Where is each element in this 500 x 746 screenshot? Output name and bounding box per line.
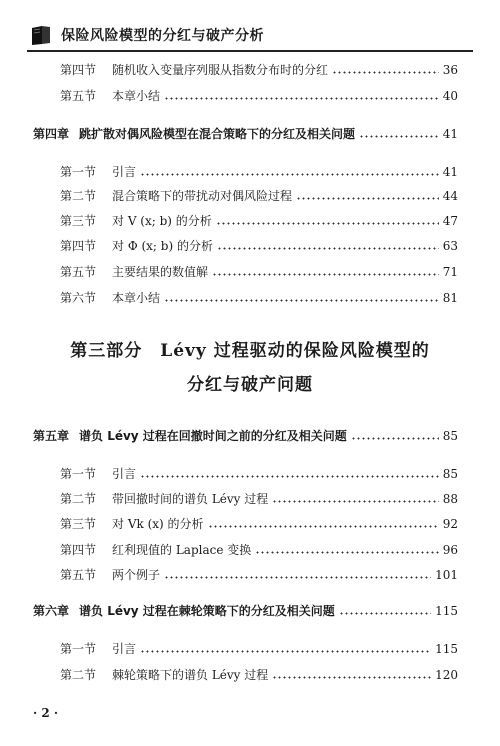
toc-entry — [60, 164, 458, 180]
toc-chapter-entry — [33, 126, 458, 142]
toc-entry — [60, 188, 458, 204]
toc-entry — [60, 88, 458, 104]
toc-entry-title: 引言 — [112, 467, 137, 481]
toc-entry-number: 第三节 — [60, 214, 97, 228]
toc-entry-page: 115 — [435, 642, 458, 656]
toc-chapter-title: 谱负 Lévy 过程在棘轮策略下的分红及相关问题 — [79, 604, 335, 618]
toc-entry-page: 44 — [442, 189, 458, 203]
toc-entry-title: 对 Φ (x; b) 的分析 — [112, 239, 213, 253]
toc-entry-title: 本章小结 — [112, 291, 161, 305]
toc-entry-page: 92 — [442, 517, 458, 531]
book-icon — [30, 24, 52, 46]
leader-dots — [140, 173, 439, 176]
toc-entry-page: 96 — [442, 543, 458, 557]
toc-entry-page: 71 — [442, 265, 458, 279]
toc-chapter-entry — [33, 428, 458, 444]
running-header — [27, 20, 473, 52]
toc-entry-page: 63 — [442, 239, 458, 253]
leader-dots — [359, 135, 439, 138]
toc-entry-title: 带回撤时间的谱负 Lévy 过程 — [112, 492, 269, 506]
toc-entry-title: 随机收入变量序列服从指数分布时的分红 — [112, 63, 329, 77]
toc-entry — [60, 238, 458, 254]
toc-entry-number: 第一节 — [60, 642, 97, 656]
toc-chapter-number: 第五章 — [33, 429, 70, 443]
toc-entry-title: 两个例子 — [112, 568, 161, 582]
toc-chapter-number: 第四章 — [33, 127, 70, 141]
leader-dots — [351, 437, 439, 440]
toc-entry-title: 引言 — [112, 165, 137, 179]
toc-entry-number: 第一节 — [60, 165, 97, 179]
toc-entry-number: 第二节 — [60, 668, 97, 682]
toc-entry-number: 第六节 — [60, 291, 97, 305]
toc-entry-number: 第五节 — [60, 265, 97, 279]
toc-entry-number: 第四节 — [60, 239, 97, 253]
toc-entry-page: 36 — [442, 63, 458, 77]
page-number: · 2 · — [33, 706, 59, 720]
toc-chapter-entry — [33, 603, 458, 619]
toc-entry — [60, 466, 458, 482]
toc-chapter-page: 85 — [442, 429, 458, 443]
toc-entry-title: 对 V (x; b) 的分析 — [112, 214, 212, 228]
toc-entry-title: 主要结果的数值解 — [112, 265, 209, 279]
leader-dots — [216, 222, 439, 225]
toc-entry-number: 第三节 — [60, 517, 97, 531]
leader-dots — [272, 500, 438, 503]
toc-entry-number: 第四节 — [60, 543, 97, 557]
toc-entry-number: 第二节 — [60, 492, 97, 506]
leader-dots — [217, 247, 439, 250]
toc-entry-number: 第二节 — [60, 189, 97, 203]
toc-chapter-page: 41 — [442, 127, 458, 141]
toc-entry — [60, 667, 458, 683]
leader-dots — [212, 273, 439, 276]
toc-entry-page: 47 — [442, 214, 458, 228]
leader-dots — [164, 299, 439, 302]
leader-dots — [339, 612, 431, 615]
toc-entry — [60, 567, 458, 583]
leader-dots — [332, 71, 439, 74]
toc-entry-page: 81 — [442, 291, 458, 305]
toc-entry — [60, 542, 458, 558]
toc-chapter-page: 115 — [435, 604, 458, 618]
toc-entry-title: 红利现值的 Laplace 变换 — [112, 543, 252, 557]
toc-entry-page: 101 — [435, 568, 458, 582]
leader-dots — [164, 576, 431, 579]
toc-entry — [60, 213, 458, 229]
toc-entry-title: 混合策略下的带扰动对偶风险过程 — [112, 189, 293, 203]
toc-entry-page: 85 — [442, 467, 458, 481]
toc-entry-title: 本章小结 — [112, 89, 161, 103]
leader-dots — [208, 525, 439, 528]
part-heading-line2: 分红与破产问题 — [187, 375, 313, 395]
toc-entry-page: 120 — [435, 668, 458, 682]
toc-chapter-title: 谱负 Lévy 过程在回撤时间之前的分红及相关问题 — [79, 429, 347, 443]
toc-entry-page: 40 — [442, 89, 458, 103]
leader-dots — [296, 197, 439, 200]
toc-entry-page: 41 — [442, 165, 458, 179]
toc-entry — [60, 641, 458, 657]
toc-entry — [60, 491, 458, 507]
leader-dots — [140, 650, 431, 653]
toc-entry — [60, 290, 458, 306]
toc-entry — [60, 516, 458, 532]
leader-dots — [272, 676, 431, 679]
toc-entry — [60, 264, 458, 280]
part-heading-line1: 第三部分 Lévy 过程驱动的保险风险模型的 — [70, 341, 430, 361]
toc-entry-title: 引言 — [112, 642, 137, 656]
toc-entry-page: 88 — [442, 492, 458, 506]
toc-entry-title: 对 Vk (x) 的分析 — [112, 517, 204, 531]
toc-entry-number: 第五节 — [60, 568, 97, 582]
toc-chapter-number: 第六章 — [33, 604, 70, 618]
leader-dots — [140, 475, 439, 478]
toc-entry-title: 棘轮策略下的谱负 Lévy 过程 — [112, 668, 269, 682]
toc-entry — [60, 62, 458, 78]
toc-chapter-title: 跳扩散对偶风险模型在混合策略下的分红及相关问题 — [79, 127, 356, 141]
leader-dots — [164, 97, 439, 100]
toc-entry-number: 第五节 — [60, 89, 97, 103]
toc-entry-number: 第一节 — [60, 467, 97, 481]
running-header-title: 保险风险模型的分红与破产分析 — [61, 28, 264, 44]
toc-entry-number: 第四节 — [60, 63, 97, 77]
leader-dots — [255, 551, 438, 554]
